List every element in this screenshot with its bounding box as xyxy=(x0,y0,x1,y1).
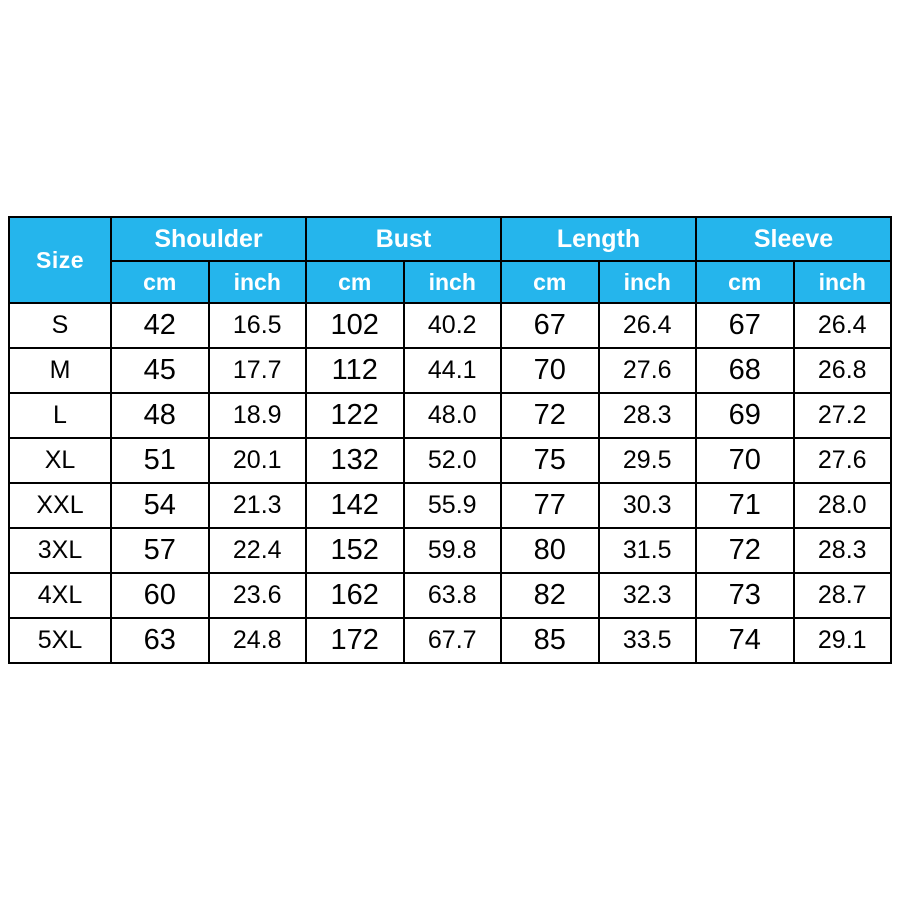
header-unit-bust-inch: inch xyxy=(404,261,502,303)
cell-length-inch: 30.3 xyxy=(599,483,697,528)
header-unit-length-inch: inch xyxy=(599,261,697,303)
header-unit-length-cm: cm xyxy=(501,261,599,303)
header-unit-shoulder-cm: cm xyxy=(111,261,209,303)
cell-size: XL xyxy=(9,438,111,483)
cell-length-inch: 32.3 xyxy=(599,573,697,618)
cell-size: S xyxy=(9,303,111,348)
cell-shoulder-inch: 18.9 xyxy=(209,393,307,438)
cell-length-inch: 33.5 xyxy=(599,618,697,663)
cell-sleeve-cm: 73 xyxy=(696,573,794,618)
size-chart-table xyxy=(8,216,892,664)
cell-size: XXL xyxy=(9,483,111,528)
cell-size: 5XL xyxy=(9,618,111,663)
cell-shoulder-inch: 21.3 xyxy=(209,483,307,528)
cell-sleeve-cm: 67 xyxy=(696,303,794,348)
cell-bust-cm: 162 xyxy=(306,573,404,618)
cell-sleeve-inch: 26.8 xyxy=(794,348,892,393)
cell-sleeve-inch: 29.1 xyxy=(794,618,892,663)
cell-shoulder-cm: 60 xyxy=(111,573,209,618)
table-body xyxy=(9,303,891,663)
cell-sleeve-cm: 72 xyxy=(696,528,794,573)
cell-bust-inch: 52.0 xyxy=(404,438,502,483)
header-size-corner: Size xyxy=(9,217,111,303)
cell-shoulder-cm: 42 xyxy=(111,303,209,348)
cell-length-cm: 75 xyxy=(501,438,599,483)
header-unit-bust-cm: cm xyxy=(306,261,404,303)
cell-bust-cm: 172 xyxy=(306,618,404,663)
cell-bust-inch: 67.7 xyxy=(404,618,502,663)
cell-bust-cm: 122 xyxy=(306,393,404,438)
cell-sleeve-cm: 69 xyxy=(696,393,794,438)
cell-length-inch: 29.5 xyxy=(599,438,697,483)
cell-shoulder-inch: 24.8 xyxy=(209,618,307,663)
cell-bust-inch: 40.2 xyxy=(404,303,502,348)
cell-length-inch: 27.6 xyxy=(599,348,697,393)
cell-bust-inch: 55.9 xyxy=(404,483,502,528)
cell-sleeve-inch: 28.3 xyxy=(794,528,892,573)
cell-shoulder-cm: 57 xyxy=(111,528,209,573)
cell-length-cm: 70 xyxy=(501,348,599,393)
cell-sleeve-inch: 28.7 xyxy=(794,573,892,618)
cell-shoulder-inch: 17.7 xyxy=(209,348,307,393)
cell-sleeve-inch: 27.2 xyxy=(794,393,892,438)
header-unit-row xyxy=(9,261,891,303)
header-unit-sleeve-inch: inch xyxy=(794,261,892,303)
cell-shoulder-inch: 22.4 xyxy=(209,528,307,573)
cell-size: 4XL xyxy=(9,573,111,618)
cell-bust-inch: 48.0 xyxy=(404,393,502,438)
cell-shoulder-cm: 45 xyxy=(111,348,209,393)
cell-shoulder-cm: 51 xyxy=(111,438,209,483)
cell-length-cm: 80 xyxy=(501,528,599,573)
table-row xyxy=(9,618,891,663)
cell-length-inch: 31.5 xyxy=(599,528,697,573)
cell-length-inch: 28.3 xyxy=(599,393,697,438)
cell-sleeve-cm: 70 xyxy=(696,438,794,483)
table-row xyxy=(9,438,891,483)
cell-bust-inch: 44.1 xyxy=(404,348,502,393)
cell-sleeve-inch: 26.4 xyxy=(794,303,892,348)
cell-bust-cm: 132 xyxy=(306,438,404,483)
cell-sleeve-inch: 27.6 xyxy=(794,438,892,483)
cell-sleeve-cm: 74 xyxy=(696,618,794,663)
size-chart-table-wrapper xyxy=(8,216,892,664)
cell-length-cm: 85 xyxy=(501,618,599,663)
cell-shoulder-inch: 20.1 xyxy=(209,438,307,483)
table-row xyxy=(9,348,891,393)
cell-bust-cm: 112 xyxy=(306,348,404,393)
cell-shoulder-inch: 16.5 xyxy=(209,303,307,348)
header-group-shoulder: Shoulder xyxy=(111,217,306,261)
table-row xyxy=(9,528,891,573)
cell-bust-inch: 63.8 xyxy=(404,573,502,618)
cell-sleeve-inch: 28.0 xyxy=(794,483,892,528)
header-group-bust: Bust xyxy=(306,217,501,261)
table-row xyxy=(9,483,891,528)
cell-bust-cm: 152 xyxy=(306,528,404,573)
cell-shoulder-cm: 54 xyxy=(111,483,209,528)
table-row xyxy=(9,573,891,618)
table-row xyxy=(9,393,891,438)
table-header xyxy=(9,217,891,303)
cell-sleeve-cm: 68 xyxy=(696,348,794,393)
header-unit-shoulder-inch: inch xyxy=(209,261,307,303)
header-group-length: Length xyxy=(501,217,696,261)
cell-shoulder-cm: 48 xyxy=(111,393,209,438)
cell-bust-inch: 59.8 xyxy=(404,528,502,573)
cell-length-cm: 77 xyxy=(501,483,599,528)
cell-shoulder-inch: 23.6 xyxy=(209,573,307,618)
cell-length-inch: 26.4 xyxy=(599,303,697,348)
cell-length-cm: 67 xyxy=(501,303,599,348)
cell-bust-cm: 102 xyxy=(306,303,404,348)
cell-length-cm: 72 xyxy=(501,393,599,438)
cell-sleeve-cm: 71 xyxy=(696,483,794,528)
header-unit-sleeve-cm: cm xyxy=(696,261,794,303)
table-row xyxy=(9,303,891,348)
cell-length-cm: 82 xyxy=(501,573,599,618)
cell-shoulder-cm: 63 xyxy=(111,618,209,663)
header-group-row xyxy=(9,217,891,261)
header-group-sleeve: Sleeve xyxy=(696,217,891,261)
cell-size: 3XL xyxy=(9,528,111,573)
cell-size: L xyxy=(9,393,111,438)
cell-size: M xyxy=(9,348,111,393)
cell-bust-cm: 142 xyxy=(306,483,404,528)
